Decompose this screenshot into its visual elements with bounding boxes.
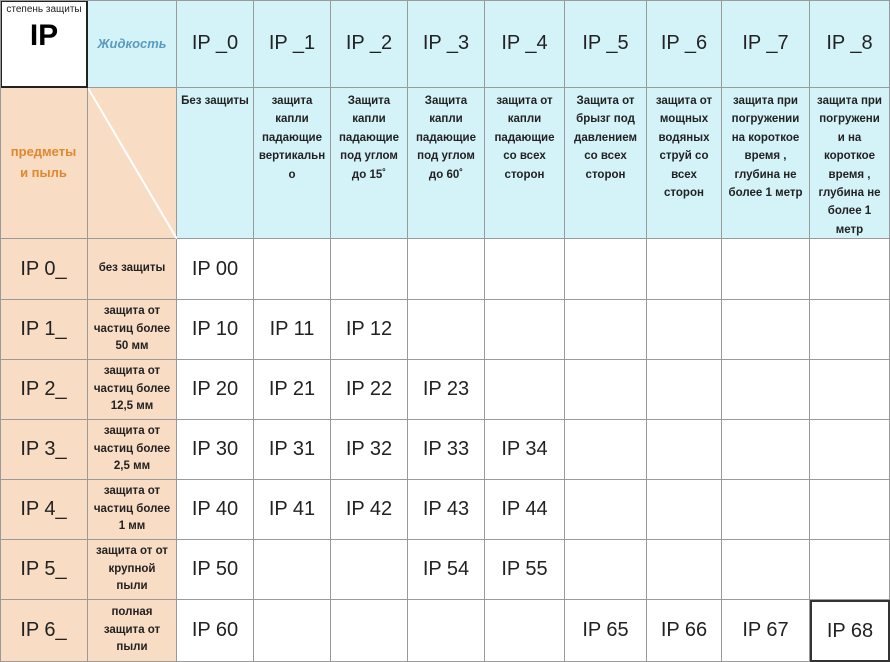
ip-combination-cell: IP 42: [331, 480, 408, 540]
liquid-code-header: IP _1: [254, 0, 331, 88]
liquid-description-line: падающие: [415, 131, 477, 144]
corner-ip-title: IP: [29, 19, 59, 52]
liquid-code-header: IP _5: [565, 0, 647, 88]
liquid-description-text: [817, 92, 882, 239]
liquid-description-text: [416, 92, 476, 184]
ip-combination-cell: IP 55: [485, 540, 565, 600]
liquid-description-line: погружении: [731, 113, 800, 126]
ip-combination-cell: IP 23: [408, 360, 485, 420]
solid-description-text: [94, 483, 170, 536]
ip-combination-cell: IP 10: [177, 300, 254, 360]
liquid-description-line: метр: [835, 223, 864, 236]
liquid-description-line: капли: [275, 113, 309, 126]
ip-combination-cell: IP 60: [177, 600, 254, 662]
solid-description-line: защита от: [103, 623, 161, 636]
corner-caption: степень защиты: [6, 4, 82, 15]
liquid-description-line: Защита: [424, 95, 468, 107]
solid-description: [88, 360, 177, 420]
ip-combination-cell: IP 00: [177, 239, 254, 300]
liquid-description: [177, 88, 254, 239]
ip-combination-cell: IP 20: [177, 360, 254, 420]
solid-description-line: частиц более: [93, 322, 171, 335]
liquid-code-header: IP _8: [810, 0, 890, 88]
solid-code-header: IP 2_: [0, 360, 88, 420]
ip-combination-cell: [722, 540, 810, 600]
liquid-description-line: защита при: [732, 95, 798, 107]
solid-description-line: полная: [111, 605, 153, 618]
ip-combination-cell: [254, 239, 331, 300]
ip-combination-cell: [647, 300, 722, 360]
solid-code-header: IP 3_: [0, 420, 88, 480]
solid-description: [88, 420, 177, 480]
solid-code-header: IP 5_: [0, 540, 88, 600]
liquid-description: [408, 88, 485, 239]
ip-combination-cell: [485, 360, 565, 420]
ip-combination-cell: [647, 540, 722, 600]
liquid-description-line: сторон: [664, 186, 704, 199]
liquid-description-text: [259, 92, 325, 184]
liquid-description-line: падающие: [261, 131, 323, 144]
liquid-description-line: со всех: [584, 150, 627, 163]
solid-code-header: IP 4_: [0, 480, 88, 540]
liquid-code-header: IP _4: [485, 0, 565, 88]
ip-combination-cell: [254, 600, 331, 662]
liquid-description-line: водяных: [658, 131, 710, 144]
liquid-description-line: более 1 метр: [728, 186, 803, 199]
ip-combination-cell: [565, 480, 647, 540]
liquid-description-line: падающие: [494, 131, 555, 144]
ip-combination-cell: [254, 540, 331, 600]
liquid-description-line: мощных: [659, 113, 709, 126]
solid-label-text: [11, 142, 76, 184]
ip-combination-cell: [331, 540, 408, 600]
liquid-code-header: IP _7: [722, 0, 810, 88]
solid-label-line: предметы: [10, 144, 77, 160]
solid-description-line: защита от: [103, 304, 161, 317]
solid-description-line: без защиты: [98, 262, 166, 275]
ip-combination-cell: IP 31: [254, 420, 331, 480]
ip-combination-cell: [647, 480, 722, 540]
ip-combination-cell: IP 12: [331, 300, 408, 360]
solid-description: [88, 480, 177, 540]
liquid-description-text: [729, 92, 803, 202]
solid-description-line: крупной: [108, 562, 156, 575]
ip-combination-cell: [722, 420, 810, 480]
solid-description-line: 1 мм: [118, 520, 146, 533]
ip-combination-cell: [565, 420, 647, 480]
liquid-description: [331, 88, 408, 239]
solid-description-text: [104, 604, 160, 657]
liquid-description-line: под углом: [417, 150, 475, 163]
liquid-description-text: [574, 92, 637, 184]
liquid-description-line: короткое: [823, 150, 876, 163]
liquid-description-line: Защита от: [576, 95, 635, 107]
solid-label-spacer: [88, 88, 177, 239]
liquid-code-header: IP _6: [647, 0, 722, 88]
solid-code-header: IP 1_: [0, 300, 88, 360]
liquid-description-line: брызг под: [576, 113, 635, 126]
ip-combination-cell: [722, 239, 810, 300]
ip-combination-cell: IP 43: [408, 480, 485, 540]
liquid-code-header: IP _2: [331, 0, 408, 88]
ip-combination-cell: IP 68: [810, 600, 890, 662]
ip-combination-cell: IP 30: [177, 420, 254, 480]
ip-combination-cell: [810, 239, 890, 300]
solid-description-line: пыли: [116, 641, 148, 654]
liquid-description: [485, 88, 565, 239]
liquid-description-line: защита от: [496, 95, 553, 107]
liquid-description-line: погружени: [819, 113, 880, 126]
solid-description-line: пыли: [116, 580, 148, 593]
ip-combination-cell: [485, 300, 565, 360]
ip-combination-cell: [722, 360, 810, 420]
liquid-description-line: падающие: [338, 131, 400, 144]
solid-description: [88, 300, 177, 360]
solid-description: [88, 600, 177, 662]
ip-combination-cell: IP 33: [408, 420, 485, 480]
ip-combination-cell: IP 50: [177, 540, 254, 600]
ip-combination-cell: [810, 360, 890, 420]
liquid-description-text: [181, 92, 249, 110]
liquid-description-line: о: [288, 168, 296, 181]
ip-combination-cell: [331, 239, 408, 300]
solid-label-cell: [0, 88, 88, 239]
ip-combination-cell: [565, 540, 647, 600]
solid-description-line: 12,5 мм: [110, 400, 154, 413]
ip-combination-cell: [565, 239, 647, 300]
liquid-description-line: защита: [271, 95, 313, 107]
liquid-description: [810, 88, 890, 239]
ip-combination-cell: [408, 600, 485, 662]
solid-description-text: [96, 543, 168, 596]
liquid-description: [647, 88, 722, 239]
solid-description-line: 50 мм: [115, 340, 149, 353]
liquid-description-line: защита от: [655, 95, 713, 107]
ip-combination-cell: [810, 480, 890, 540]
ip-combination-cell: [408, 239, 485, 300]
liquid-description-text: [494, 92, 554, 184]
solid-description-line: защита от: [103, 364, 161, 377]
liquid-description-line: глубина не: [818, 186, 881, 199]
liquid-description-line: со всех: [503, 150, 546, 163]
ip-combination-cell: [485, 600, 565, 662]
ip-combination-cell: IP 11: [254, 300, 331, 360]
solid-description-text: [94, 303, 170, 356]
solid-description: [88, 540, 177, 600]
ip-combination-cell: IP 40: [177, 480, 254, 540]
liquid-label-cell: Жидкость: [88, 0, 177, 88]
solid-description-line: защита от: [103, 424, 161, 437]
ip-combination-cell: [810, 540, 890, 600]
liquid-description-line: вертикальн: [258, 150, 326, 163]
solid-code-header: IP 6_: [0, 600, 88, 662]
liquid-description: [254, 88, 331, 239]
liquid-description-line: до 15˚: [351, 168, 387, 181]
liquid-description-line: капли: [507, 113, 542, 126]
liquid-description-line: на короткое: [731, 131, 800, 144]
liquid-description-line: Без защиты: [181, 95, 249, 107]
liquid-description-line: капли: [429, 113, 463, 126]
ip-combination-cell: IP 22: [331, 360, 408, 420]
liquid-description-line: время ,: [828, 168, 871, 181]
corner-title-cell: [0, 0, 88, 88]
solid-description: [88, 239, 177, 300]
ip-combination-cell: IP 41: [254, 480, 331, 540]
liquid-description: [565, 88, 647, 239]
liquid-description-line: более 1: [827, 205, 872, 218]
liquid-description-line: всех: [671, 168, 697, 181]
ip-combination-cell: [647, 420, 722, 480]
liquid-description-text: [339, 92, 399, 184]
liquid-description-line: сторон: [585, 168, 626, 181]
liquid-description-line: время ,: [744, 150, 787, 163]
liquid-description-line: капли: [352, 113, 386, 126]
ip-combination-cell: IP 32: [331, 420, 408, 480]
ip-combination-cell: [722, 480, 810, 540]
ip-combination-cell: IP 67: [722, 600, 810, 662]
liquid-code-header: IP _0: [177, 0, 254, 88]
ip-combination-cell: [565, 360, 647, 420]
solid-description-line: частиц более: [93, 382, 171, 395]
ip-combination-cell: [647, 239, 722, 300]
ip-combination-cell: [565, 300, 647, 360]
ip-combination-cell: [722, 300, 810, 360]
liquid-description-line: защита при: [817, 95, 882, 107]
ip-combination-cell: [810, 300, 890, 360]
liquid-description-text: [656, 92, 712, 202]
ip-combination-cell: [408, 300, 485, 360]
solid-label-line: и пыль: [20, 165, 67, 180]
ip-combination-cell: [647, 360, 722, 420]
solid-description-text: [94, 363, 170, 416]
ip-combination-cell: IP 65: [565, 600, 647, 662]
ip-combination-cell: IP 21: [254, 360, 331, 420]
solid-description-line: 2,5 мм: [113, 460, 151, 473]
solid-description-text: [99, 260, 166, 278]
liquid-description-line: и на: [837, 131, 862, 144]
liquid-description: [722, 88, 810, 239]
ip-combination-cell: IP 66: [647, 600, 722, 662]
solid-code-header: IP 0_: [0, 239, 88, 300]
solid-description-line: защита от от: [96, 544, 168, 557]
liquid-code-header: IP _3: [408, 0, 485, 88]
liquid-description-line: до 60˚: [428, 168, 464, 181]
solid-description-text: [94, 423, 170, 476]
liquid-description-line: под углом: [340, 150, 398, 163]
liquid-description-line: Защита: [347, 95, 391, 107]
ip-combination-cell: [485, 239, 565, 300]
solid-description-line: частиц более: [93, 442, 171, 455]
solid-description-line: частиц более: [93, 502, 171, 515]
liquid-description-line: струй со: [659, 150, 709, 163]
ip-combination-cell: [810, 420, 890, 480]
ip-combination-cell: [331, 600, 408, 662]
ip-combination-cell: IP 44: [485, 480, 565, 540]
solid-description-line: защита от: [103, 484, 161, 497]
liquid-description-line: глубина не: [734, 168, 797, 181]
ip-combination-cell: IP 54: [408, 540, 485, 600]
liquid-description-line: давлением: [574, 131, 637, 144]
ip-combination-cell: IP 34: [485, 420, 565, 480]
liquid-description-line: сторон: [504, 168, 545, 181]
